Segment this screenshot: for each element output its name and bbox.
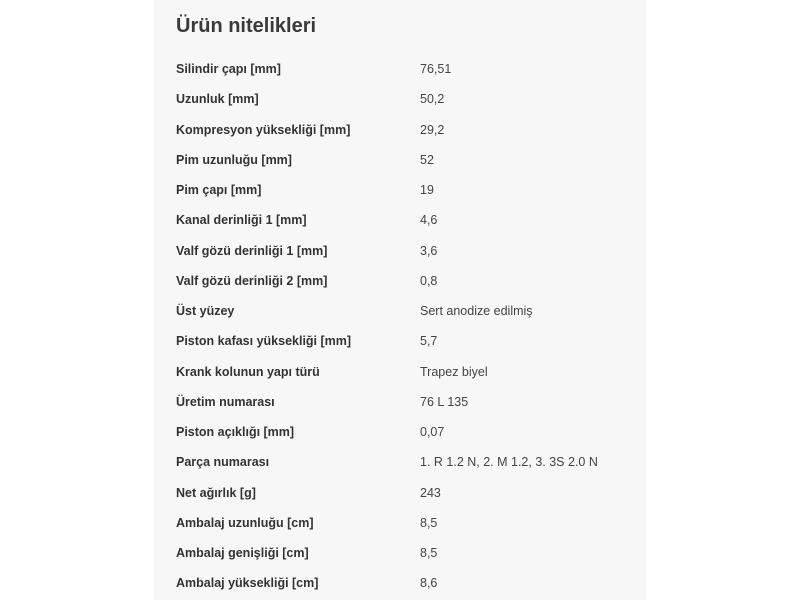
spec-row: [176, 538, 616, 568]
spec-row: [176, 145, 616, 175]
spec-label: Krank kolunun yapı türü: [176, 364, 320, 379]
spec-row: [176, 447, 616, 477]
spec-value: 0,07: [420, 425, 445, 440]
spec-value: Trapez biyel: [420, 364, 488, 379]
spec-label: Piston açıklığı [mm]: [176, 425, 295, 440]
spec-value: 1. R 1.2 N, 2. M 1.2, 3. 3S 2.0 N: [420, 455, 598, 470]
spec-label: Kompresyon yüksekliği [mm]: [176, 122, 351, 137]
spec-row: [176, 266, 616, 296]
spec-row: [176, 175, 616, 205]
spec-label: Uzunluk [mm]: [176, 92, 259, 107]
spec-value: 29,2: [420, 122, 445, 137]
spec-row: [176, 115, 616, 145]
spec-value: 19: [420, 183, 434, 198]
spec-value: 76 L 135: [420, 394, 469, 409]
spec-row: [176, 508, 616, 538]
spec-value: 52: [420, 152, 434, 167]
spec-row: [176, 326, 616, 356]
spec-value: 8,5: [420, 515, 438, 530]
spec-label: Pim çapı [mm]: [176, 183, 262, 198]
spec-label: Ambalaj uzunluğu [cm]: [176, 515, 314, 530]
spec-value: 5,7: [420, 334, 438, 349]
spec-label: Üst yüzey: [176, 304, 235, 319]
spec-row: [176, 417, 616, 447]
spec-row: [176, 568, 616, 598]
spec-row: [176, 84, 616, 114]
spec-value: 4,6: [420, 213, 438, 228]
spec-label: Net ağırlık [g]: [176, 485, 256, 500]
spec-row: [176, 387, 616, 417]
spec-list: [176, 54, 616, 599]
spec-row: [176, 205, 616, 235]
spec-label: Valf gözü derinliği 1 [mm]: [176, 243, 328, 258]
spec-label: Piston kafası yüksekliği [mm]: [176, 334, 352, 349]
spec-label: Pim uzunluğu [mm]: [176, 152, 292, 167]
spec-value: 76,51: [420, 62, 452, 77]
spec-row: [176, 296, 616, 326]
spec-value: 3,6: [420, 243, 438, 258]
spec-label: Silindir çapı [mm]: [176, 62, 281, 77]
spec-value: Sert anodize edilmiş: [420, 304, 533, 319]
spec-value: 8,6: [420, 576, 438, 591]
spec-label: Ambalaj yüksekliği [cm]: [176, 576, 319, 591]
section-title: Ürün nitelikleri: [176, 15, 317, 37]
spec-label: Valf gözü derinliği 2 [mm]: [176, 273, 328, 288]
spec-value: 8,5: [420, 546, 438, 561]
spec-value: 243: [420, 485, 441, 500]
spec-label: Kanal derinliği 1 [mm]: [176, 213, 307, 228]
spec-row: [176, 236, 616, 266]
spec-value: 0,8: [420, 273, 438, 288]
spec-label: Ambalaj genişliği [cm]: [176, 546, 309, 561]
spec-label: Üretim numarası: [176, 394, 275, 409]
spec-row: [176, 478, 616, 508]
spec-label: Parça numarası: [176, 455, 270, 470]
spec-row: [176, 357, 616, 387]
spec-row: [176, 54, 616, 84]
spec-value: 50,2: [420, 92, 445, 107]
